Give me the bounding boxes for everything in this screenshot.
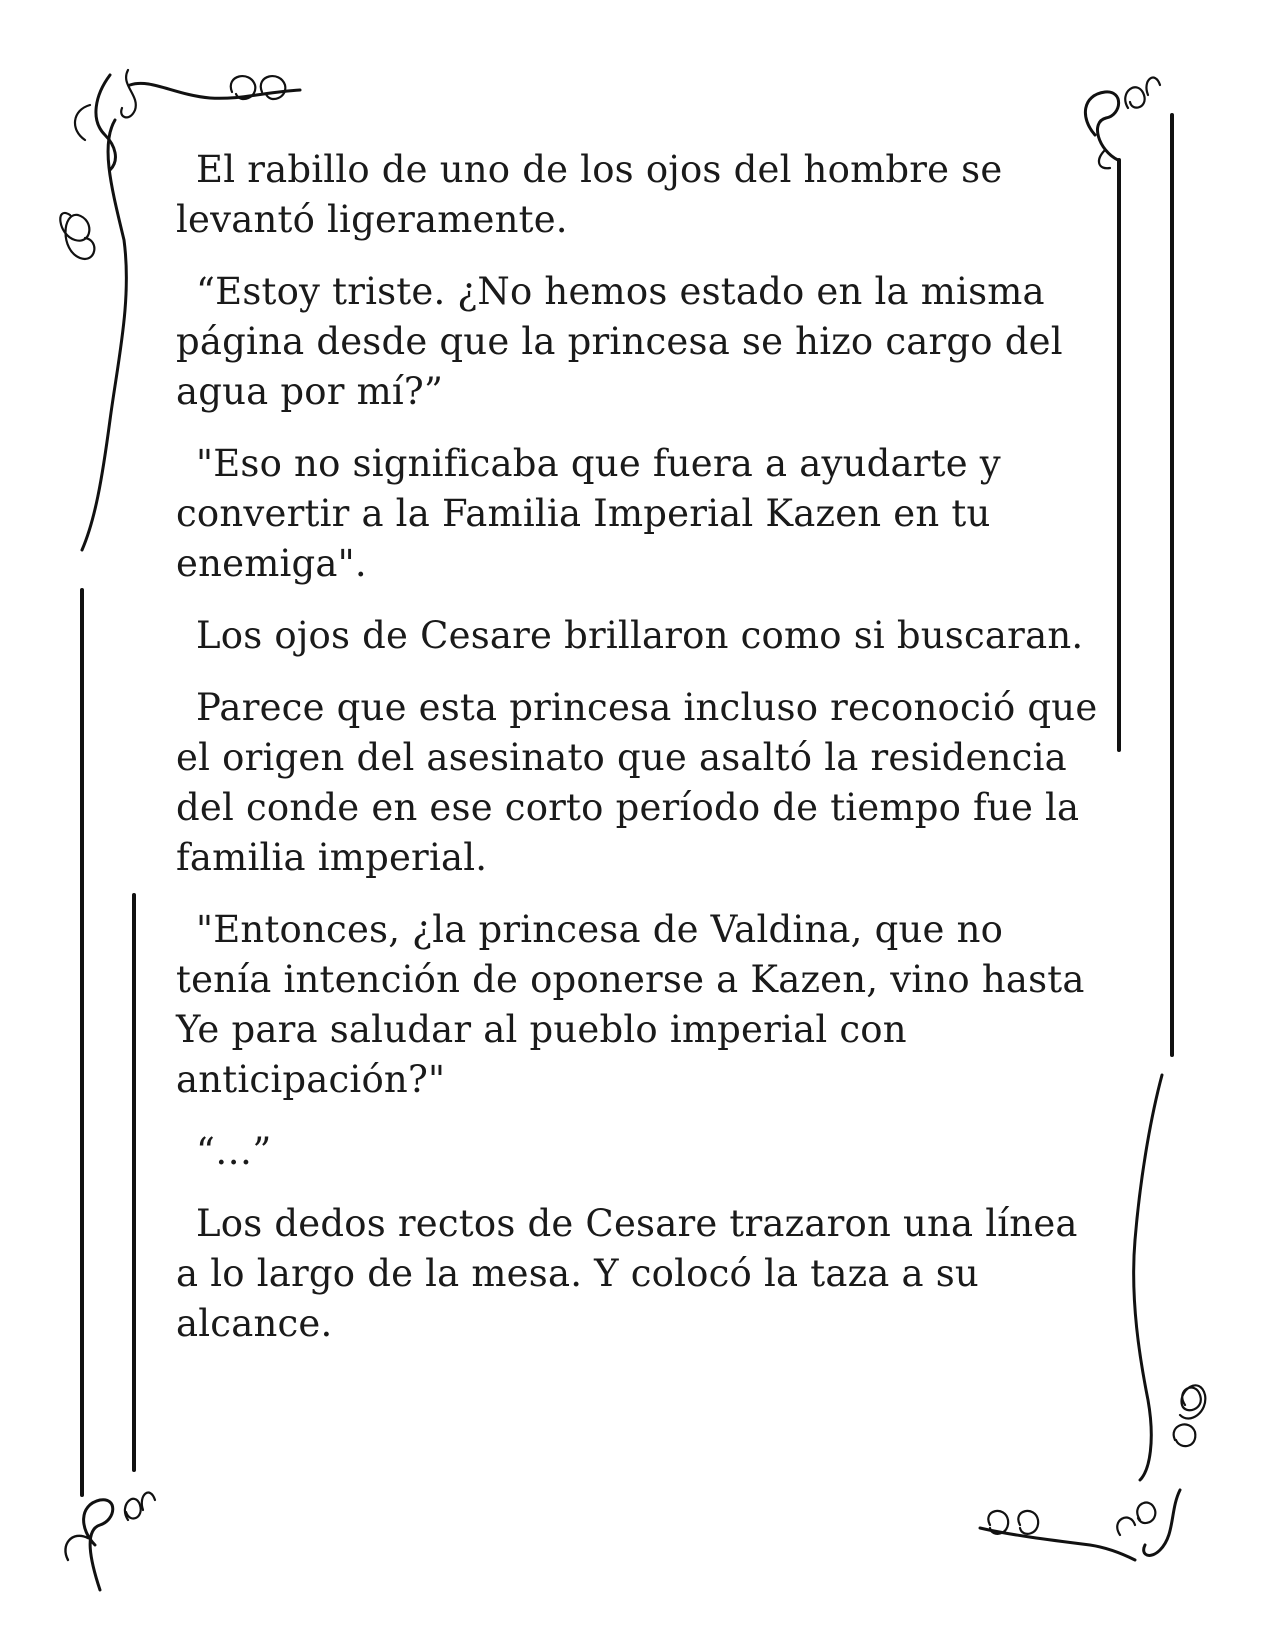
- page-text: [176, 145, 1106, 1371]
- paragraph: Parece que esta princesa incluso reconoció que el origen del asesinato que asaltó la residencia del conde en ese corto período de tiempo fue la familia imperial.: [176, 686, 1098, 879]
- paragraph: “Estoy triste. ¿No hemos estado en la misma página desde que la princesa se hizo cargo del agua por mí?”: [176, 270, 1063, 413]
- paragraph: "Entonces, ¿la princesa de Valdina, que no tenía intención de oponerse a Kazen, vino hasta Ye para saludar al pueblo imperial con anticipación?": [176, 908, 1085, 1101]
- paragraph: El rabillo de uno de los ojos del hombre se levantó ligeramente.: [176, 148, 1003, 241]
- paragraph: "Eso no significaba que fuera a ayudarte y convertir a la Familia Imperial Kazen en tu enemiga".: [176, 442, 1001, 585]
- paragraph: Los dedos rectos de Cesare trazaron una línea a lo largo de la mesa. Y colocó la taza a su alcance.: [176, 1202, 1078, 1345]
- bottom-left-flourish: [65, 1493, 155, 1590]
- paragraph: “…”: [196, 1130, 272, 1173]
- paragraph: Los ojos de Cesare brillaron como si buscaran.: [196, 614, 1084, 657]
